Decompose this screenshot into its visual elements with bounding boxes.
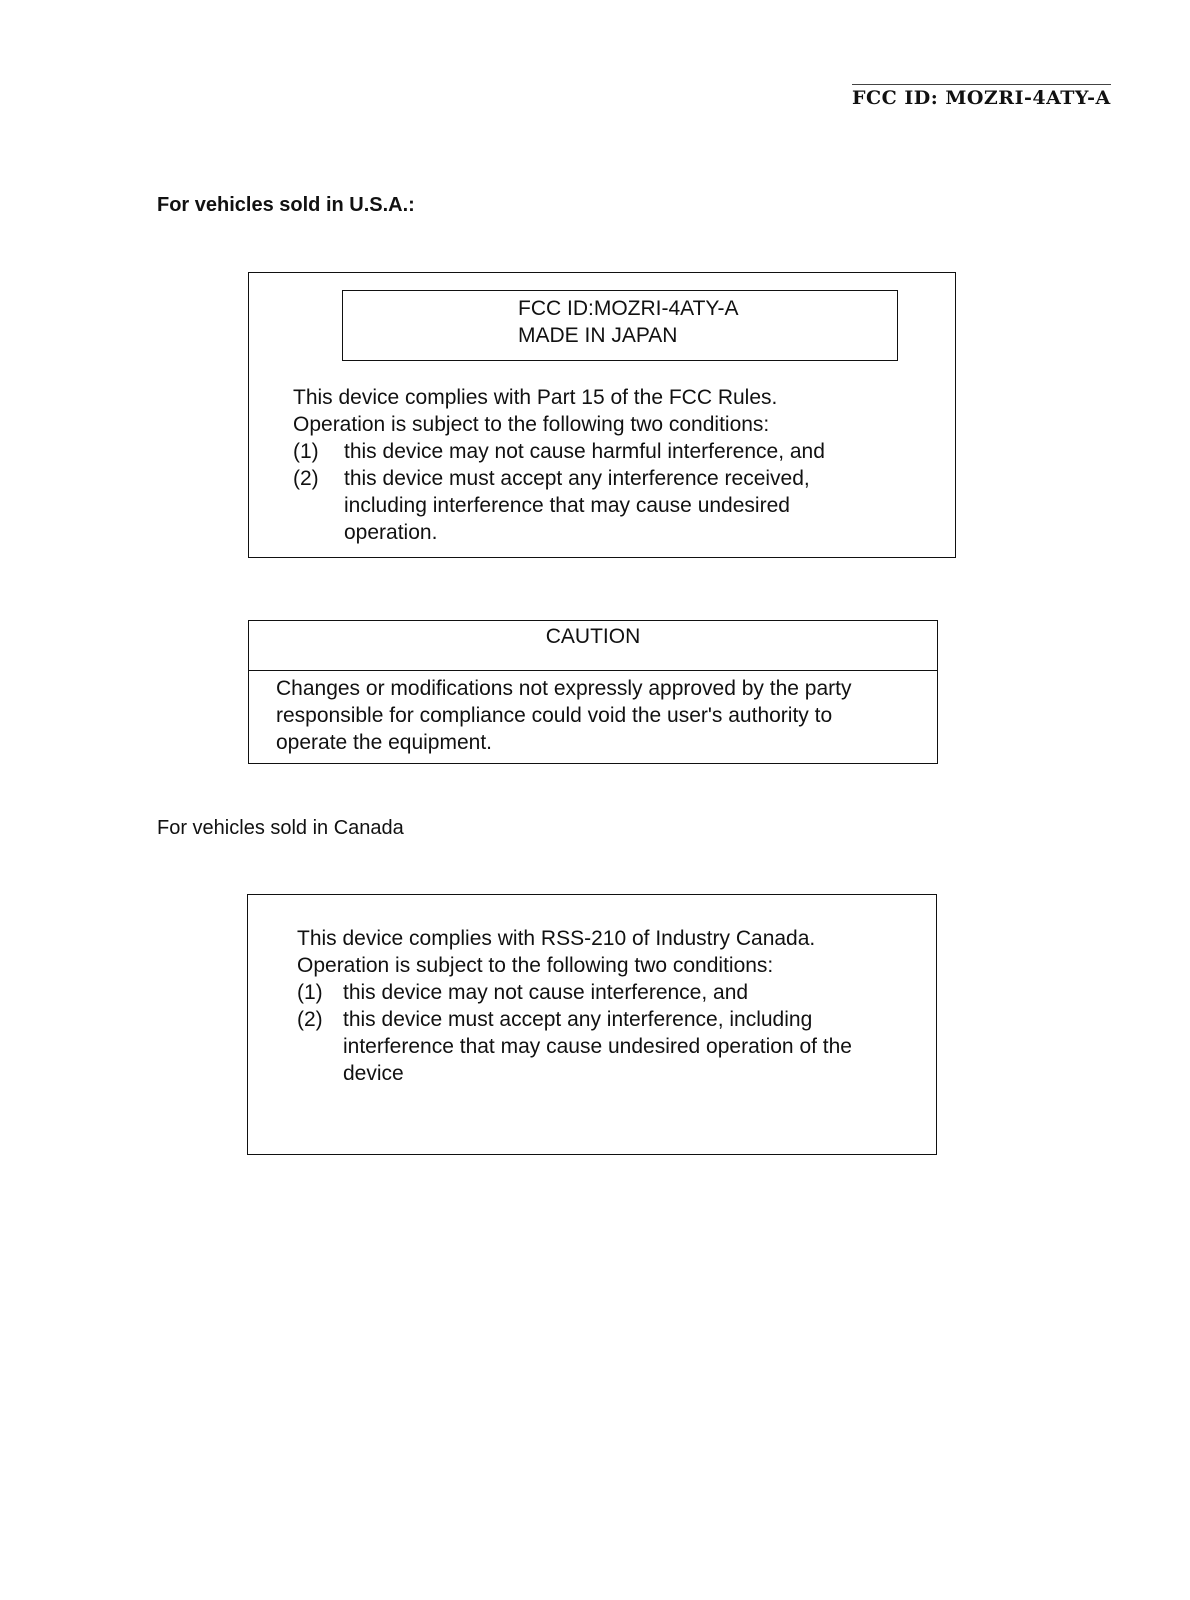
condition-line: this device must accept any interference, including [343, 1008, 813, 1031]
canada-intro-2: Operation is subject to the following two conditions: [297, 954, 774, 977]
label-fcc-id: FCC ID:MOZRI-4ATY-A [518, 297, 739, 320]
condition-number: (1) [297, 981, 323, 1004]
canada-statement [297, 925, 852, 1087]
usa-intro-1: This device complies with Part 15 of the FCC Rules. [293, 386, 778, 409]
condition-line: device [343, 1062, 404, 1085]
condition-line: this device may not cause interference, and [343, 981, 749, 1004]
condition-number: (2) [297, 1008, 323, 1031]
usa-statement [293, 384, 825, 546]
condition-line: this device may not cause harmful interference, and [344, 440, 825, 463]
canada-compliance-box [247, 894, 937, 1155]
usa-heading: For vehicles sold in U.S.A.: [157, 194, 415, 216]
caution-box [248, 620, 938, 764]
caution-line: responsible for compliance could void the user's authority to [276, 704, 833, 727]
usa-condition-2 [293, 465, 825, 546]
usa-condition-1 [293, 438, 825, 465]
canada-condition-1 [297, 979, 852, 1006]
condition-number: (1) [293, 440, 319, 463]
condition-line: interference that may cause undesired operation of the [343, 1035, 852, 1058]
label-made-in: MADE IN JAPAN [518, 324, 678, 347]
canada-condition-2 [297, 1006, 852, 1087]
caution-divider [249, 670, 937, 671]
fcc-compliance-box [248, 272, 956, 558]
caution-line: operate the equipment. [276, 731, 492, 754]
condition-number: (2) [293, 467, 319, 490]
caution-text [276, 675, 851, 756]
condition-line: operation. [344, 521, 438, 544]
condition-line: including interference that may cause undesired [344, 494, 790, 517]
condition-line: this device must accept any interference received, [344, 467, 810, 490]
canada-heading: For vehicles sold in Canada [157, 817, 404, 839]
usa-intro-2: Operation is subject to the following two conditions: [293, 413, 770, 436]
caution-line: Changes or modifications not expressly approved by the party [276, 677, 852, 700]
canada-intro-1: This device complies with RSS-210 of Industry Canada. [297, 927, 816, 950]
caution-title: CAUTION [545, 625, 641, 648]
fcc-label-box [342, 290, 898, 361]
header-fcc-id: FCC ID: MOZRI-4ATY-A [852, 84, 1111, 109]
